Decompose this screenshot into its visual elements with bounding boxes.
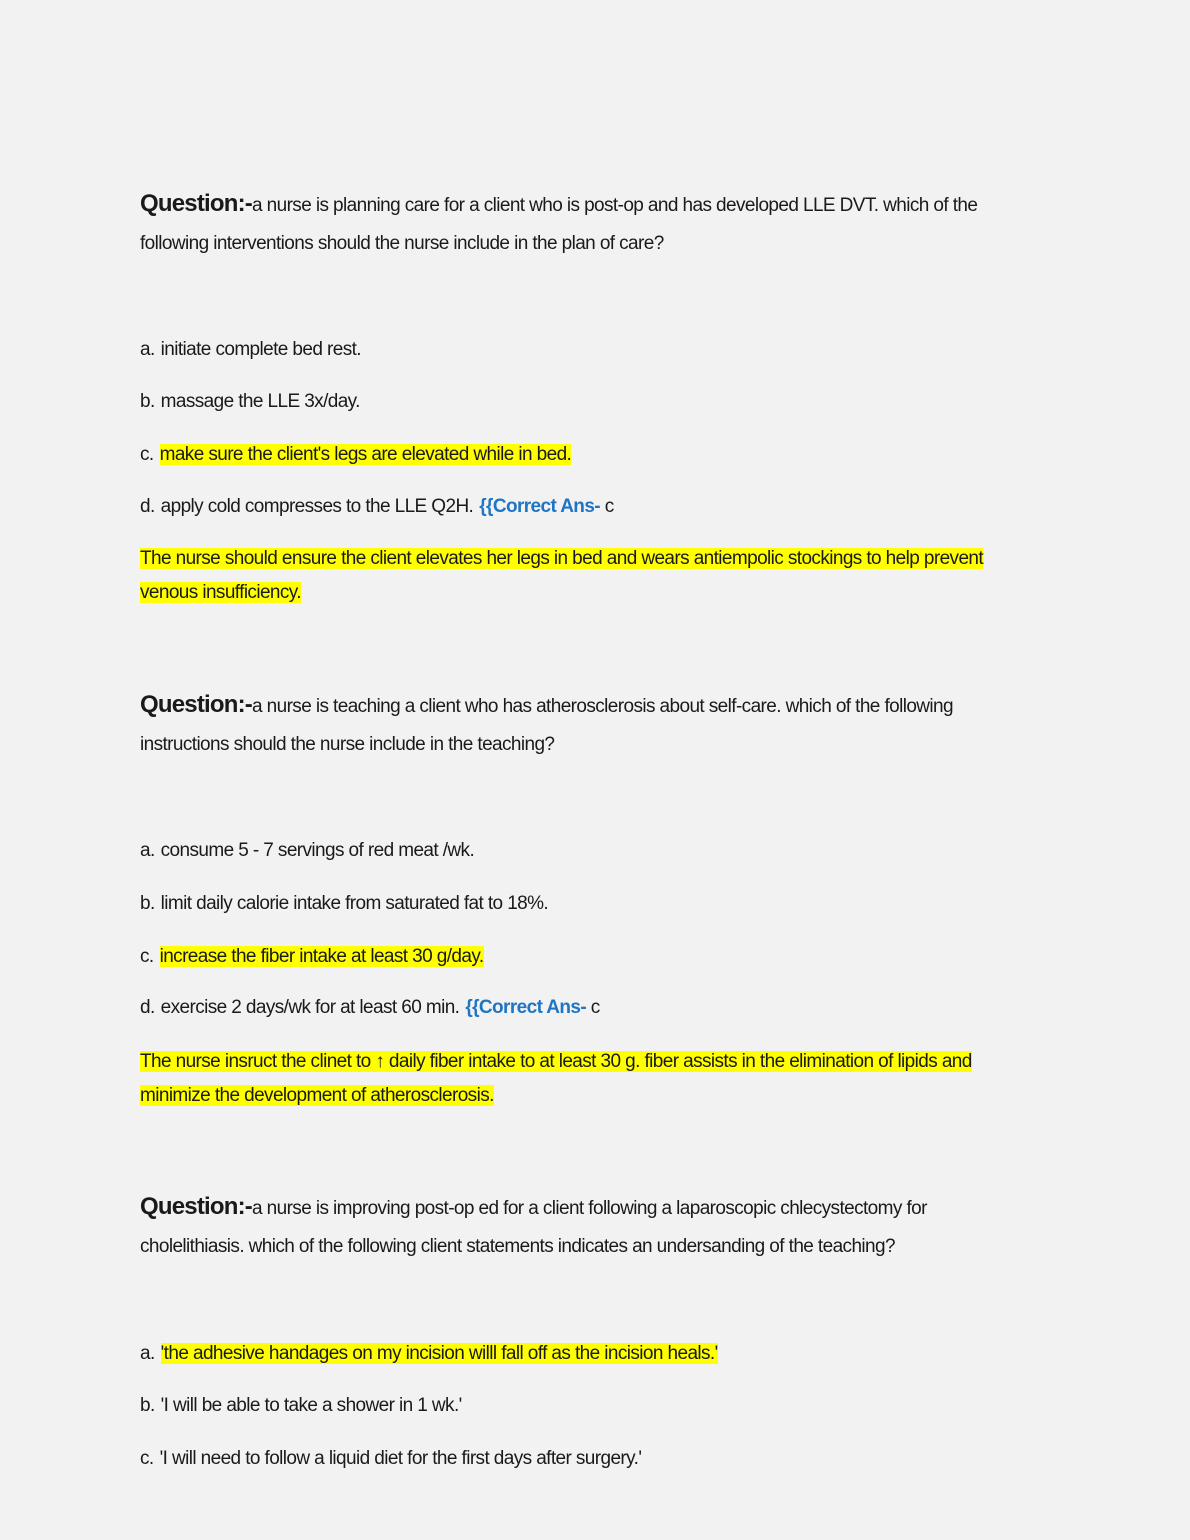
q3-option-b bbox=[140, 1394, 462, 1418]
q2-rationale bbox=[140, 1045, 1020, 1113]
question-label: Question:- bbox=[140, 1193, 252, 1220]
option-letter: c. bbox=[140, 444, 154, 465]
question-2 bbox=[140, 686, 1020, 764]
option-text: consume 5 - 7 servings of red meat /wk. bbox=[160, 840, 475, 861]
q1-option-c bbox=[140, 443, 571, 467]
question-2-stem bbox=[140, 686, 1020, 764]
option-text-highlighted: increase the fiber intake at least 30 g/day. bbox=[159, 946, 484, 967]
rationale-text: The nurse should ensure the client elevates her legs in bed and wears antiempolic stockings to help prevent venous insufficiency. bbox=[140, 548, 984, 603]
correct-answer-label: {{Correct Ans- bbox=[479, 496, 601, 517]
option-text: 'I will be able to take a shower in 1 wk.' bbox=[160, 1395, 462, 1416]
q2-option-a bbox=[140, 839, 474, 863]
q1-rationale bbox=[140, 542, 1020, 610]
question-label: Question:- bbox=[140, 190, 252, 217]
option-text-highlighted: 'the adhesive handages on my incision willl fall off as the incision heals.' bbox=[160, 1343, 718, 1364]
option-text: massage the LLE 3x/day. bbox=[160, 391, 360, 412]
question-3 bbox=[140, 1188, 1020, 1266]
option-text: 'I will need to follow a liquid diet for the first days after surgery.' bbox=[159, 1448, 642, 1469]
q3-option-a bbox=[140, 1342, 718, 1366]
option-letter: b. bbox=[140, 893, 155, 914]
question-2-text: a nurse is teaching a client who has atherosclerosis about self-care. which of the following instructions should the nurse include in the teaching? bbox=[140, 696, 953, 755]
option-letter: a. bbox=[140, 840, 155, 861]
option-letter: b. bbox=[140, 391, 155, 412]
q2-option-d bbox=[140, 996, 600, 1020]
q2-option-c bbox=[140, 945, 484, 969]
correct-answer-value: c bbox=[590, 997, 600, 1018]
option-letter: a. bbox=[140, 339, 155, 360]
option-text-highlighted: make sure the client's legs are elevated while in bed. bbox=[159, 444, 572, 465]
option-letter: c. bbox=[140, 946, 154, 967]
option-text: exercise 2 days/wk for at least 60 min. bbox=[160, 997, 460, 1018]
question-1-stem bbox=[140, 185, 1020, 263]
q1-option-b bbox=[140, 390, 360, 414]
question-3-text: a nurse is improving post-op ed for a client following a laparoscopic chlecystectomy for cholelithiasis. which of the following client statements indicates an undersanding of the teaching? bbox=[140, 1198, 927, 1257]
q1-option-a bbox=[140, 338, 361, 362]
question-label: Question:- bbox=[140, 691, 252, 718]
option-letter: d. bbox=[140, 997, 155, 1018]
option-letter: b. bbox=[140, 1395, 155, 1416]
q2-option-b bbox=[140, 892, 548, 916]
correct-answer-value: c bbox=[604, 496, 614, 517]
option-letter: d. bbox=[140, 496, 155, 517]
rationale-text: The nurse insruct the clinet to ↑ daily fiber intake to at least 30 g. fiber assists in the elimination of lipids and minimize the development of atherosclerosis. bbox=[140, 1051, 972, 1106]
option-text: limit daily calorie intake from saturated fat to 18%. bbox=[160, 893, 549, 914]
option-letter: c. bbox=[140, 1448, 154, 1469]
option-text: apply cold compresses to the LLE Q2H. bbox=[160, 496, 474, 517]
option-letter: a. bbox=[140, 1343, 155, 1364]
option-text: initiate complete bed rest. bbox=[160, 339, 361, 360]
correct-answer-label: {{Correct Ans- bbox=[465, 997, 587, 1018]
q3-option-c bbox=[140, 1447, 641, 1471]
question-1 bbox=[140, 185, 1020, 263]
q1-option-d bbox=[140, 495, 614, 519]
question-3-stem bbox=[140, 1188, 1020, 1266]
question-1-text: a nurse is planning care for a client who is post-op and has developed LLE DVT. which of the following interventions should the nurse include in the plan of care? bbox=[140, 195, 978, 254]
